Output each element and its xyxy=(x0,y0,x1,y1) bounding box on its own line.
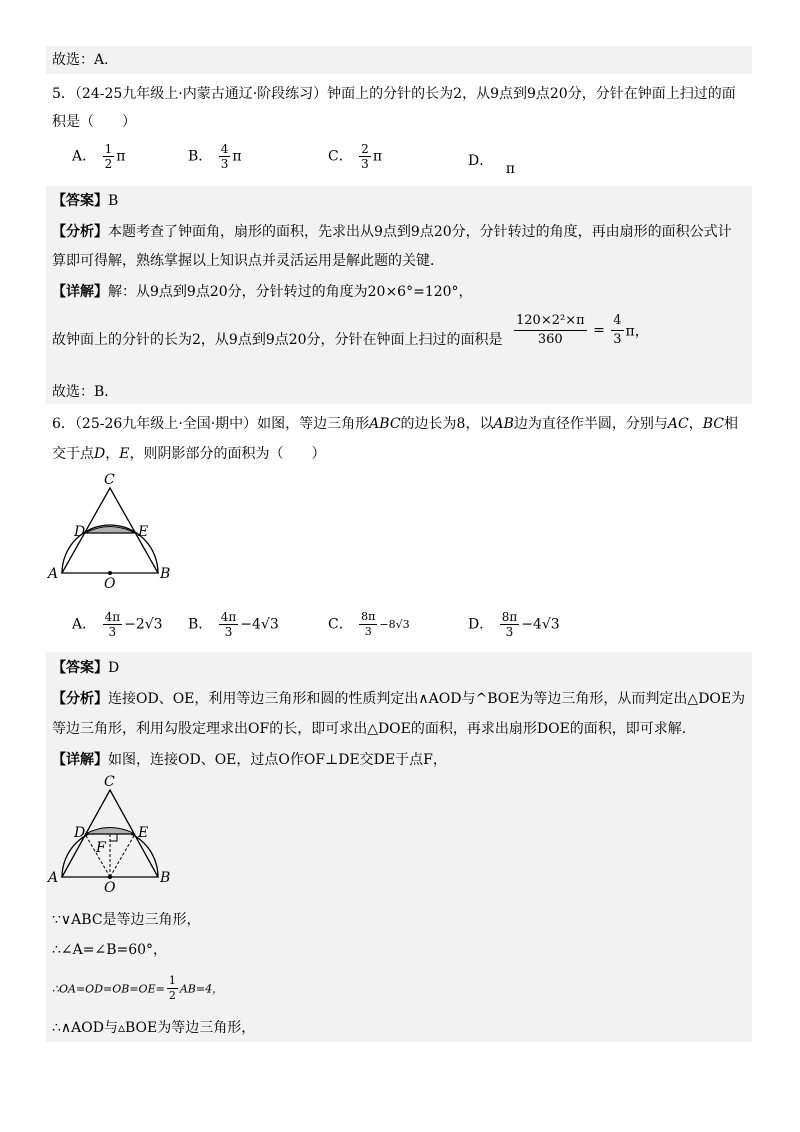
center-o-dot xyxy=(108,571,112,575)
q6-detail-1: 【详解】如图，连接OD、OE，过点O作OF⊥DE交DE于点F， xyxy=(52,752,447,768)
q5-option-d[interactable]: D． π xyxy=(468,153,515,177)
q5-detail-2: 故钟面上的分针的长为2，从9点到9点20分，分针在钟面上扫过的面积是 xyxy=(52,332,503,348)
q4-solution-shade xyxy=(46,46,752,74)
fraction: $\frac{4}{3}$ xyxy=(220,142,229,171)
fraction: $\frac{1}{2}$ xyxy=(104,142,113,171)
q5-stem-line2: 积是（ ） xyxy=(52,114,136,130)
label-o: O xyxy=(104,880,116,894)
label-d: D xyxy=(74,524,86,540)
q6-step-4: ∴∧AOD与▵BOE为等边三角形， xyxy=(52,1020,256,1036)
label-e: E xyxy=(138,825,149,841)
q5-area-formula: $\frac{\text{120×2²×π}}{360}$ = $\frac{4}{3}$ π， xyxy=(516,313,649,347)
q5-option-b[interactable]: B． $\frac{4}{3}$ π xyxy=(188,142,242,171)
q5-option-a[interactable]: A． $\frac{1}{2}$ π xyxy=(72,142,126,171)
q5-detail-1: 【详解】解：从9点到9点20分，分针转过的角度为20×6°=120°， xyxy=(52,284,473,300)
q5-answer: 【答案】B xyxy=(52,193,119,209)
center-o-dot xyxy=(108,875,112,879)
label-a: A xyxy=(48,870,59,886)
q6-stem-line2: 交于点D，E，则阴影部分的面积为（ ） xyxy=(52,446,326,462)
q6-figure-solution xyxy=(46,774,186,894)
q6-option-c[interactable]: C． $\frac{8\pi}{3}$ −8√3 xyxy=(328,610,410,638)
q5-stem-line1: 5．（24-25九年级上·内蒙古通辽·阶段练习）钟面上的分针的长为2，从9点到9点20分，分针在钟面上扫过的面 xyxy=(52,86,736,102)
q6-option-a[interactable]: A． $\frac{4\pi}{3}$ −2√3 xyxy=(72,610,163,639)
label-d: D xyxy=(74,825,86,841)
label-e: E xyxy=(138,524,149,540)
label-f: F xyxy=(96,840,106,856)
q6-stem-line1: 6．（25-26九年级上·全国·期中）如图，等边三角形ABC的边长为8，以AB边为直径作半圆，分别与AC，BC相 xyxy=(52,416,738,432)
q6-analysis-1: 【分析】连接OD、OE，利用等边三角形和圆的性质判定出∧AOD与^BOE为等边三角形，从而判定出△DOE为 xyxy=(52,691,746,707)
shaded-segment xyxy=(85,828,135,835)
label-b: B xyxy=(160,566,171,582)
q6-analysis-2: 等边三角形，利用勾股定理求出OF的长，即可求出△DOE的面积，再求出扇形DOE的面积，即可求解． xyxy=(52,721,696,737)
q6-option-b[interactable]: B． $\frac{4\pi}{3}$ −4√3 xyxy=(188,610,279,639)
q5-select: 故选：B． xyxy=(52,384,119,400)
q5-analysis-2: 算即可得解，熟练掌握以上知识点并灵活运用是解此题的关键． xyxy=(52,253,444,269)
q6-figure-question xyxy=(46,470,186,590)
fraction: $\frac{2}{3}$ xyxy=(361,142,369,171)
label-o: O xyxy=(104,576,116,590)
segment-oe xyxy=(110,834,135,877)
q6-option-d[interactable]: D． $\frac{8\pi}{3}$ −4√3 xyxy=(468,610,560,639)
q6-step-1: ∵∨ABC是等边三角形， xyxy=(52,912,201,928)
right-angle-mark xyxy=(110,834,117,841)
q5-analysis-1: 【分析】本题考查了钟面角，扇形的面积，先求出从9点到9点20分，分针转过的角度，再由扇形的面积公式计 xyxy=(52,224,732,240)
q6-answer: 【答案】D xyxy=(52,660,120,676)
q5-option-c[interactable]: C． $\frac{2}{3}$ π xyxy=(328,142,383,171)
q4-select: 故选：A． xyxy=(52,52,119,68)
q6-step-3: ∴OA=OD=OB=OE= $\frac{1}{2}$ AB=4， xyxy=(52,974,224,1002)
label-a: A xyxy=(48,566,59,582)
label-b: B xyxy=(160,870,171,886)
label-c: C xyxy=(104,472,115,488)
label-c: C xyxy=(104,774,115,790)
q6-step-2: ∴∠A=∠B=60°， xyxy=(52,942,168,958)
